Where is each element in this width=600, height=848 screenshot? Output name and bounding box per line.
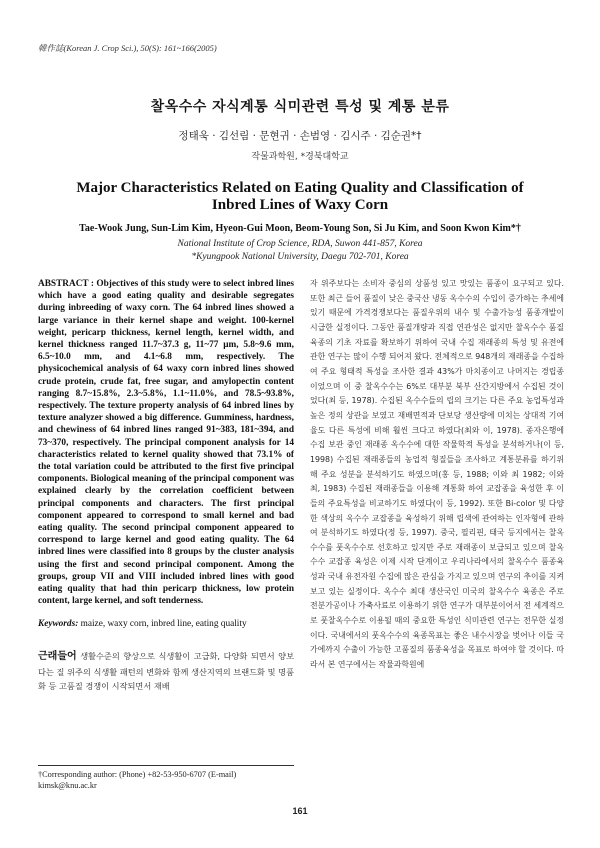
- introduction-heading: 근래들어: [38, 651, 77, 663]
- korean-title: 찰옥수수 자식계통 식미관련 특성 및 계통 분류: [150, 99, 450, 115]
- keywords: [38, 619, 294, 629]
- keywords-text: maize, waxy corn, inbred line, eating quality: [78, 619, 247, 630]
- english-affiliation-2: *Kyungpook National University, Daegu 702-701, Korea: [191, 252, 409, 262]
- introduction-left-text: 생활수준의 향상으로 식생활이 고급화, 다양화 되면서 양보다는 질 위주의 식생활 패턴의 변화와 함께 생산지역의 브랜드화 및 명품화 등 고품질 경쟁이 시작되면서 재배: [38, 651, 294, 692]
- english-title-line-1: Major Characteristics Related on Eating Quality and Classification of: [76, 180, 524, 196]
- korean-authors: 정태욱 · 김선림 · 문현귀 · 손범영 · 김시주 · 김순권*†: [178, 130, 422, 142]
- introduction-right-text: 자 위주보다는 소비자 중심의 상품성 있고 맛있는 품종이 요구되고 있다. 또한 최근 들어 품질이 낮은 중국산 냉동 옥수수의 수입이 증가하는 추세에 있기 때문에 가격경쟁보다는 품질우위의 내수 및 수출가능성 품종개발이 시급한 실정이다. 그동안 품질개량과 직접 연관성은 없지만 찰옥수수 품질육종의 기초 자료를 확보하기 위하여 국내 수집 재래종의 특성 및 유전에 관한 연구는 많이 수행 되어져 왔다. 전체적으로 948개의 재래종을 수집하여 주요 형태적 특성을 조사한 결과 43%가 마치종이고 나머지는 경립종 이었으며 이 중 찰옥수수는 6%로 대부분 북부 산간지방에서 수집된 것이었다(최 등, 1978). 수집된 옥수수들의 립의 크기는 다른 주요 농업특성과 높은 정의 상관을 보였고 재배면적과 단보당 생산량에 미치는 상대적 기여율도 다른 특성에 비해 훨씬 크다고 하였다(최와 이, 1978). 종자은행에 수집 보관 중인 재래종 옥수수에 대한 작물학적 특성을 분석하거나(이 등, 1998) 수집된 재래종들의 농업적 형질들을 조사하고 계통분류를 하기위해 주요 성분을 분석하기도 하였으며(홍 등, 1988; 이와 최 1982; 이와 최, 1983) 수집된 재래종들을 이용해 계통화 하여 교잡종을 육성한 후 이들의 주요특성을 비교하기도 하였다(이 등, 1992). 또한 Bi-color 및 다양한 색상의 옥수수 교잡종을 육성하기 위해 립색에 관여하는 인자형에 관하여 분석하기도 하였다(정 등, 1997). 중국, 필리핀, 태국 등지에서는 찰옥수수를 풋옥수수로 선호하고 있지만 주로 재래종이 보급되고 있으며 찰옥수수 교잡종 육성은 이제 시작 단계이고 우리나라에서의 찰옥수수 품종육성과 국내 유전자원 수집에 많은 관심을 가지고 있으며 연구의 추이를 지켜보고 있는 실정이다. 옥수수 최대 생산국인 미국의 찰옥수수 육종은 주로 전분가공이나 가축사료로 이용하기 위한 연구가 대부분이어서 전 세계적으로 풋찰옥수수로 이용될 때의 중요한 특성인 식미관련 연구는 전무한 실정이다. 국내에서의 풋옥수수의 육종목표는 좋은 내수시장을 벗어나 이들 국가에까지 수출이 가능한 고품질의 품종육성을 목표로 하여야 할 것이다. 따라서 본 연구에서는 작물과학원에: [310, 279, 564, 670]
- korean-affiliation: 작물과학원, *경북대학교: [251, 152, 349, 162]
- footnote-divider: [38, 765, 294, 766]
- page-number: 161: [292, 806, 308, 816]
- abstract: [38, 278, 294, 607]
- english-title-line-2: Inbred Lines of Waxy Corn: [211, 197, 389, 213]
- abstract-label: ABSTRACT :: [38, 279, 97, 289]
- left-column: [38, 278, 294, 694]
- abstract-text: Objectives of this study were to select inbred lines which have a good eating quality and desirable segregates during inbreeding of waxy corn. The 64 inbred lines showed a large variance in their kernel shape and weight. 100-kernel weight, pericarp thickness, kernel length, kernel width, and kernel thickness ranged 11.7~37.3 g, 11~77 μm, 5.8~9.6 mm, 6.5~10.0 mm, and 4.1~6.8 mm, respectively. The physicochemical analysis of 64 waxy corn inbred lines showed crude protein, crude fat, free sugar, and amylopectin content ranging 8.7~15.8%, 2.3~5.8%, 1.1~11.0%, and 78.5~93.8%, respectively. The texture property analysis of 64 inbred lines by texture analyzer showed a big difference. Gumminess, hardness, and chewiness of 64 inbred lines ranged 91~383, 181~394, and 73~370, respectively. The principal component analysis for 14 characteristics related to kernel quality showed that 73.1% of the total variation could be attributed to the first five principal components. Biological meaning of the principal component was explained clearly by the correlation coefficient between principal components and characters. The first principal component appeared to correspond to small kernel and bad eating quality. The second principal component appeared to correspond to large kernel and good eating quality. The 64 inbred lines were classified into 8 groups by the cluster analysis using the first and second principal component. Among the groups, group VII and VIII included inbred lines with good eating quality that had thin pericarp thickness, low protein content, large kernel, and soft tenderness.: [38, 279, 294, 607]
- journal-header: 韓作誌(Korean J. Crop Sci.), 50(S): 161~166(2005): [38, 43, 217, 53]
- english-authors: Tae-Wook Jung, Sun-Lim Kim, Hyeon-Gui Moon, Beom-Young Son, Si Ju Kim, and Soon Kwon Kim*†: [79, 223, 521, 234]
- english-title: [40, 180, 560, 214]
- english-affiliations: [0, 238, 600, 264]
- corresponding-author-footnote: †Corresponding author: (Phone) +82-53-950-6707 (E-mail) kimsk@knu.ac.kr: [38, 770, 237, 790]
- keywords-label: Keywords:: [38, 619, 79, 630]
- right-column: [310, 277, 564, 673]
- english-affiliation-1: National Institute of Crop Science, RDA, Suwon 441-857, Korea: [177, 239, 423, 249]
- introduction-start: [38, 649, 294, 694]
